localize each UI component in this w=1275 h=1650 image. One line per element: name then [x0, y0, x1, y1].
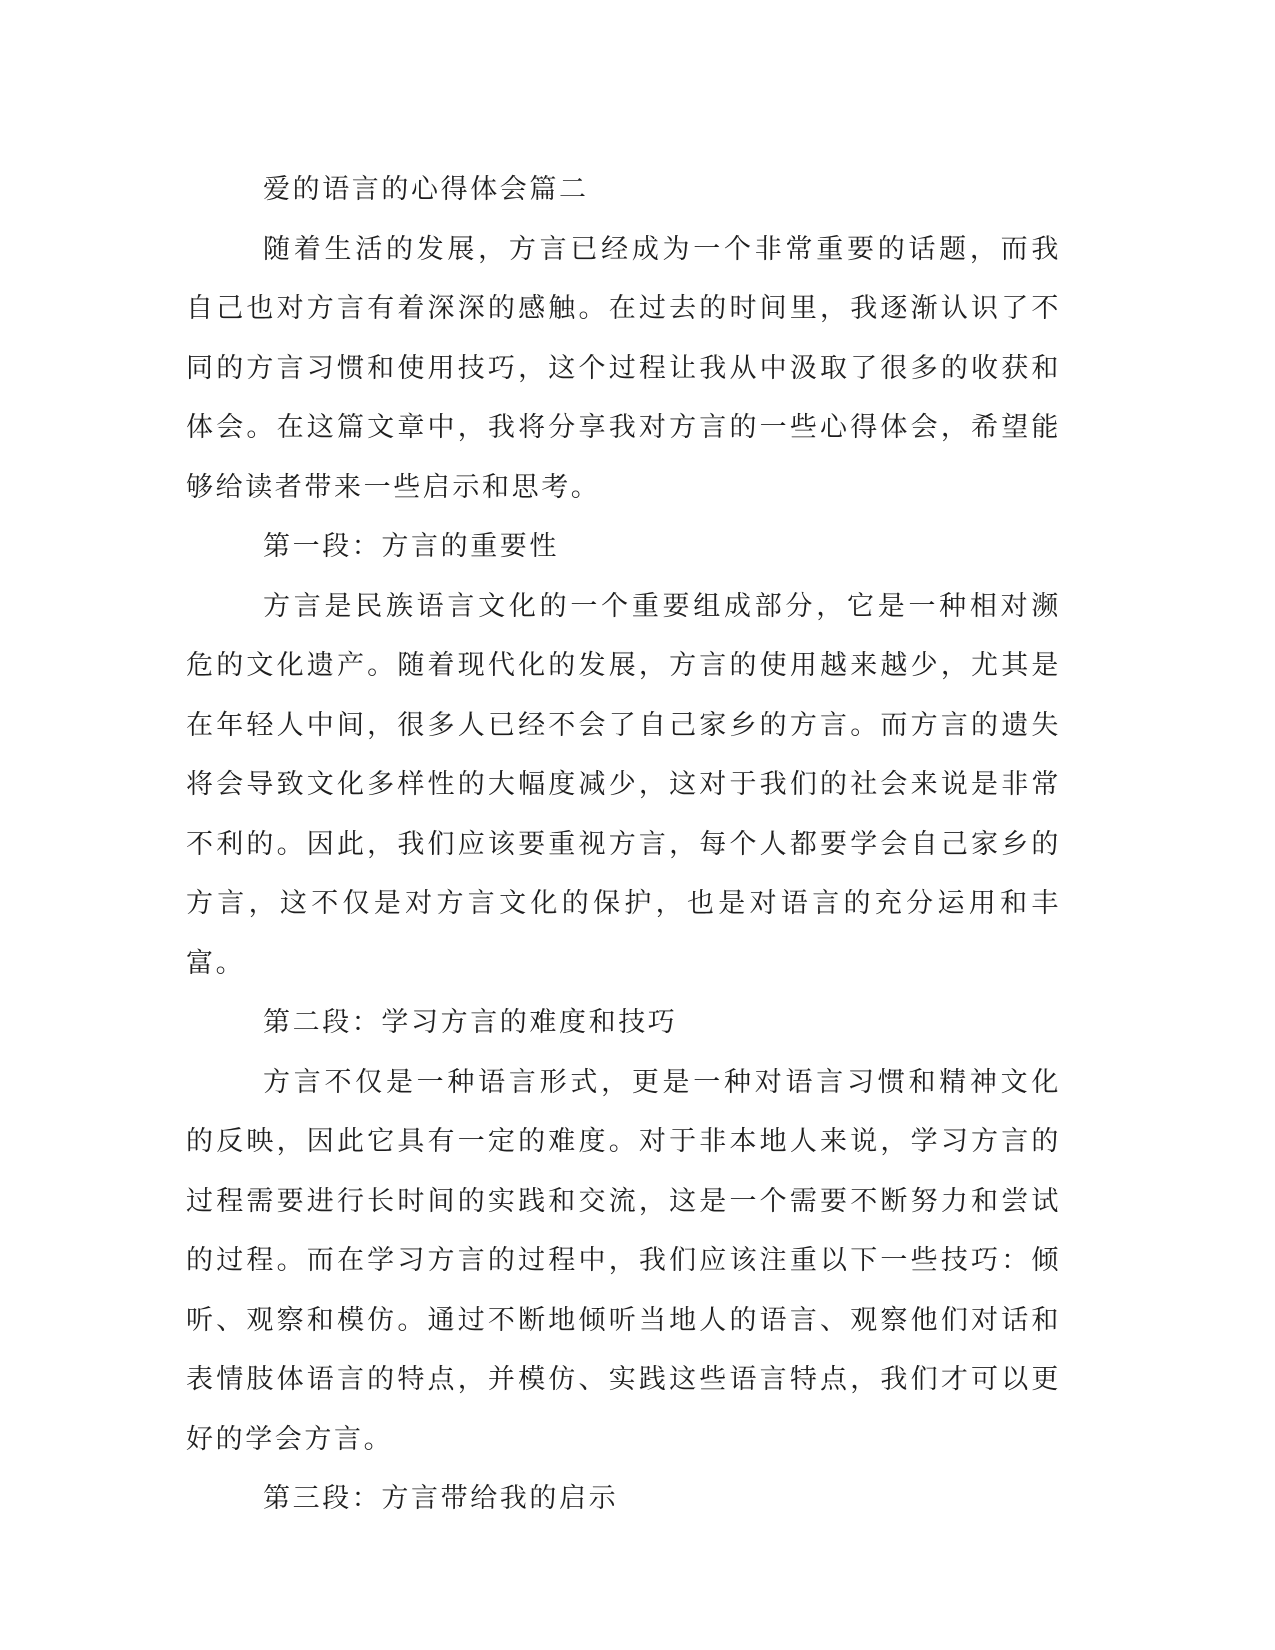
- section-heading-3: 第三段：方言带给我的启示: [263, 1483, 619, 1514]
- section-2-paragraph: 方言不仅是一种语言形式，更是一种对语言习惯和精神文化的反映，因此它具有一定的难度。对于非本地人来说，学习方言的过程需要进行长时间的实践和交流，这是一个需要不断努力和尝试的过程。而在学习方言的过程中，我们应该注重以下一些技巧：倾听、观察和模仿。通过不断地倾听当地人的语言、观察他们对话和表情肢体语言的特点，并模仿、实践这些语言特点，我们才可以更好的学会方言。: [186, 1066, 1061, 1455]
- document-title: 爱的语言的心得体会篇二: [263, 174, 589, 205]
- intro-paragraph: 随着生活的发展，方言已经成为一个非常重要的话题，而我自己也对方言有着深深的感触。在过去的时间里，我逐渐认识了不同的方言习惯和使用技巧，这个过程让我从中汲取了很多的收获和体会。在这篇文章中，我将分享我对方言的一些心得体会，希望能够给读者带来一些启示和思考。: [186, 233, 1061, 503]
- section-heading-1: 第一段：方言的重要性: [263, 531, 559, 562]
- section-heading-2: 第二段：学习方言的难度和技巧: [263, 1007, 678, 1038]
- section-1-paragraph: 方言是民族语言文化的一个重要组成部分，它是一种相对濒危的文化遗产。随着现代化的发展，方言的使用越来越少，尤其是在年轻人中间，很多人已经不会了自己家乡的方言。而方言的遗失将会导致文化多样性的大幅度减少，这对于我们的社会来说是非常不利的。因此，我们应该要重视方言，每个人都要学会自己家乡的方言，这不仅是对方言文化的保护，也是对语言的充分运用和丰富。: [186, 590, 1061, 979]
- document-body: [186, 160, 1061, 1529]
